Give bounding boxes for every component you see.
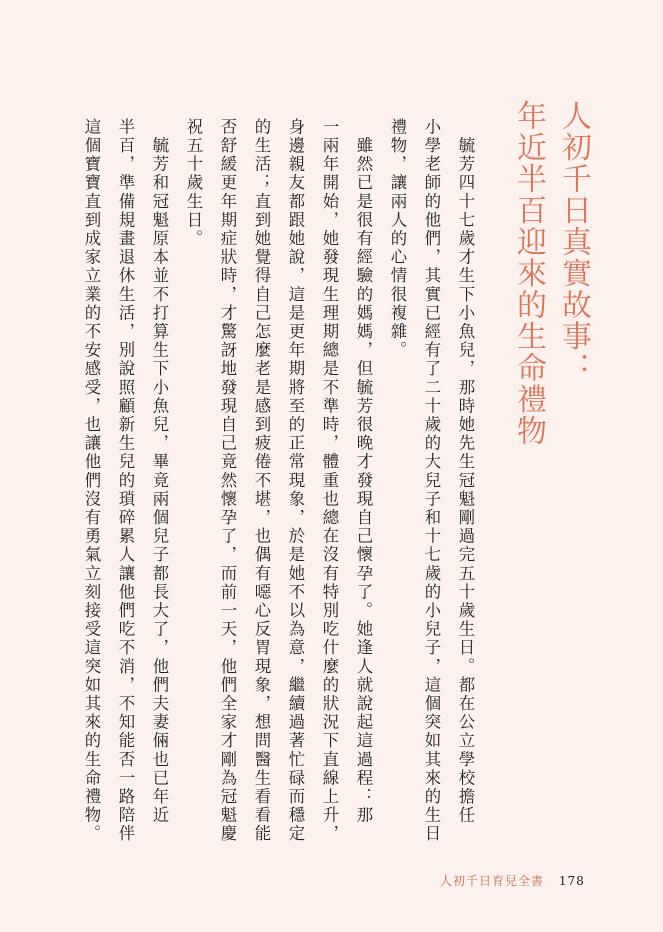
body-text-column: 毓芳四十七歲才生下小魚兒，那時她先生冠魁剛過完五十歲生日。都在公立學校擔任	[456, 118, 475, 825]
body-text-column: 身邊親友都跟她說，這是更年期將至的正常現象，於是她不以為意，繼續過著忙碌而穩定	[286, 118, 305, 844]
body-text-column: 半百，準備規畫退休生活，別說照顧新生兒的瑣碎累人讓他們吃不消，不知能否一路陪伴	[116, 118, 135, 844]
body-text-column: 毓芳和冠魁原本並不打算生下小魚兒，畢竟兩個兒子都長大了，他們夫妻倆也已年近	[150, 118, 169, 825]
footer-book-title: 人初千日育兒全書	[440, 874, 545, 888]
page-number: 178	[558, 874, 585, 888]
body-text-column: 小學老師的他們，其實已經有了二十歲的大兒子和十七歲的小兒子，這個突如其來的生日	[422, 118, 441, 844]
body-text-column: 的生活；直到她覺得自己怎麼老是感到疲倦不堪，也偶有噁心反胃現象，想問醫生看看能	[252, 118, 271, 844]
chapter-title-line-1: 人初千日真實故事：	[556, 100, 591, 384]
chapter-title-line-2: 年近半百迎來的生命禮物	[511, 100, 546, 447]
body-text-column: 這個寶寶直到成家立業的不安感受，也讓他們沒有勇氣立刻接受這突如其來的生命禮物。	[82, 118, 101, 844]
body-text-column: 雖然已是很有經驗的媽媽，但毓芳很晚才發現自己懷孕了。她逢人就說起這過程：那	[354, 118, 373, 825]
body-text-column: 否舒緩更年期症狀時，才驚訝地發現自己竟然懷孕了，而前一天，他們全家才剛為冠魁慶	[218, 118, 237, 844]
page-footer	[440, 872, 585, 889]
body-text-column: 一兩年開始，她發現生理期總是不準時，體重也總在沒有特別吃什麼的狀況下直線上升，	[320, 118, 339, 844]
body-text-column: 禮物，讓兩人的心情很複雜。	[388, 118, 407, 360]
body-text-column: 祝五十歲生日。	[184, 118, 203, 249]
